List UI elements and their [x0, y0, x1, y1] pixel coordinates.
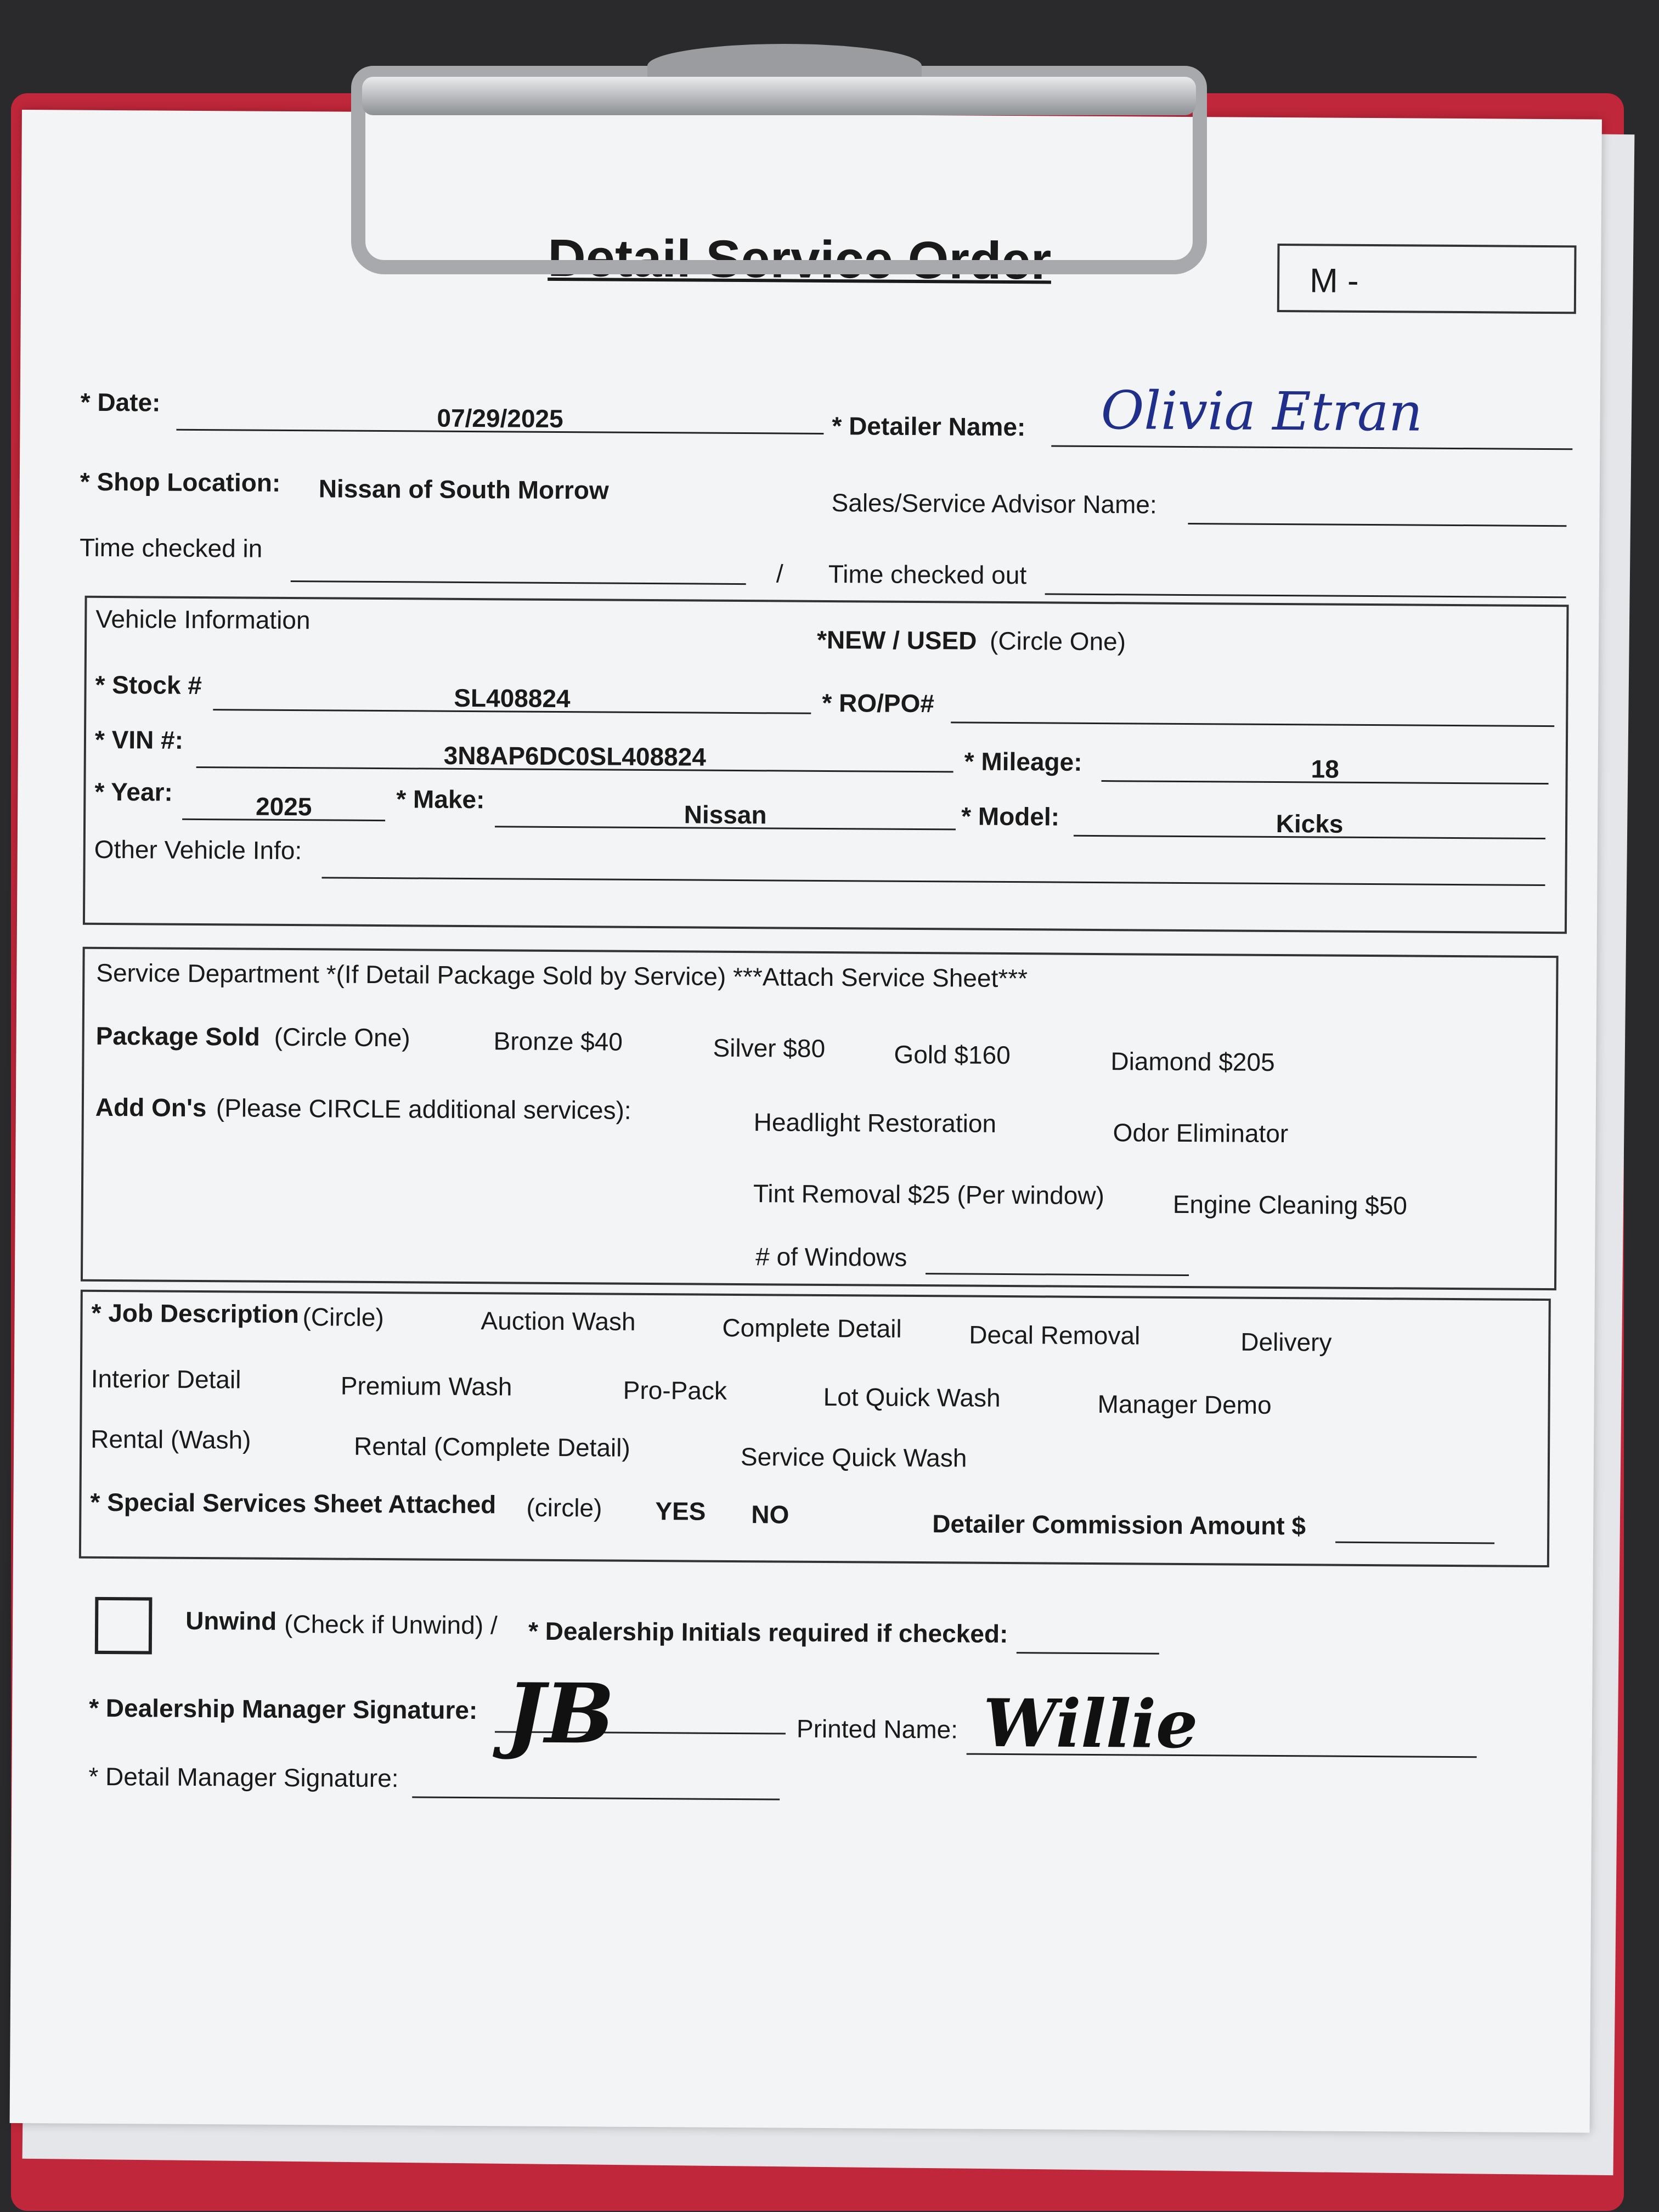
addon-engine-cleaning[interactable]: Engine Cleaning $50	[1172, 1189, 1408, 1220]
job-pro-pack[interactable]: Pro-Pack	[623, 1375, 727, 1405]
new-used-hint: (Circle One)	[989, 626, 1126, 656]
addon-tint-removal[interactable]: Tint Removal $25 (Per window)	[753, 1179, 1105, 1210]
date-field[interactable]: 07/29/2025	[437, 403, 563, 433]
addon-headlight-restoration[interactable]: Headlight Restoration	[753, 1108, 997, 1138]
job-description-hint: (Circle)	[302, 1302, 384, 1332]
shop-location-value[interactable]: Nissan of South Morrow	[318, 474, 609, 505]
other-vehicle-info-label: Other Vehicle Info:	[94, 834, 302, 865]
job-complete-detail[interactable]: Complete Detail	[722, 1313, 902, 1343]
year-label: * Year:	[94, 777, 173, 806]
add-ons-label: Add On's	[95, 1092, 207, 1122]
detailer-name-label: * Detailer Name:	[832, 411, 1026, 442]
package-sold-hint: (Circle One)	[274, 1022, 410, 1052]
model-label: * Model:	[961, 802, 1060, 831]
service-order-form	[10, 110, 1602, 2133]
dealership-initials-line[interactable]	[1017, 1652, 1159, 1655]
dealership-manager-signature[interactable]: JB	[505, 1665, 615, 1763]
new-used-label[interactable]: *NEW / USED	[816, 625, 977, 655]
job-service-quick-wash[interactable]: Service Quick Wash	[740, 1442, 967, 1472]
order-number-box[interactable]	[1277, 244, 1577, 314]
windows-count-label: # of Windows	[755, 1242, 907, 1272]
vin-field[interactable]: 3N8AP6DC0SL408824	[443, 741, 707, 771]
vin-label: * VIN #:	[94, 725, 184, 754]
dealership-initials-label: * Dealership Initials required if checked:	[528, 1616, 1008, 1649]
ropo-label: * RO/PO#	[822, 688, 935, 718]
package-sold-label: Package Sold	[95, 1021, 260, 1051]
package-gold[interactable]: Gold $160	[894, 1040, 1011, 1070]
add-ons-hint: (Please CIRCLE additional services):	[216, 1093, 631, 1125]
stock-label: * Stock #	[95, 670, 202, 700]
make-field[interactable]: Nissan	[684, 800, 767, 830]
time-separator: /	[776, 559, 783, 588]
commission-label: Detailer Commission Amount $	[932, 1509, 1306, 1541]
detailer-name-field[interactable]: Olivia Etran	[1101, 380, 1423, 443]
package-silver[interactable]: Silver $80	[713, 1033, 826, 1063]
mileage-label: * Mileage:	[964, 747, 1082, 776]
shop-location-label: * Shop Location:	[80, 467, 281, 497]
special-services-yes[interactable]: YES	[655, 1497, 706, 1526]
printed-name-field[interactable]: Willie	[983, 1684, 1198, 1764]
dealership-manager-signature-label: * Dealership Manager Signature:	[89, 1693, 478, 1725]
job-manager-demo[interactable]: Manager Demo	[1097, 1390, 1272, 1419]
job-description-label: * Job Description	[91, 1298, 300, 1329]
service-department-heading: Service Department *(If Detail Package Sold by Service) ***Attach Service Sheet***	[96, 958, 1028, 993]
vehicle-info-heading: Vehicle Information	[95, 604, 311, 635]
advisor-name-label: Sales/Service Advisor Name:	[831, 488, 1157, 519]
job-premium-wash[interactable]: Premium Wash	[340, 1371, 512, 1401]
unwind-checkbox[interactable]	[95, 1597, 153, 1655]
form-title: Detail Service Order	[548, 228, 1052, 291]
special-services-label: * Special Services Sheet Attached	[90, 1487, 496, 1519]
time-out-label: Time checked out	[828, 559, 1027, 590]
detail-manager-signature-label: * Detail Manager Signature:	[88, 1762, 399, 1793]
special-services-no[interactable]: NO	[751, 1500, 789, 1529]
model-field[interactable]: Kicks	[1276, 809, 1344, 838]
package-diamond[interactable]: Diamond $205	[1110, 1047, 1275, 1076]
printed-name-label: Printed Name:	[796, 1714, 958, 1744]
unwind-hint: (Check if Unwind) /	[284, 1609, 498, 1640]
time-out-line[interactable]	[1045, 593, 1566, 598]
job-rental-wash[interactable]: Rental (Wash)	[91, 1424, 251, 1454]
year-field[interactable]: 2025	[255, 792, 312, 821]
special-services-hint: (circle)	[526, 1493, 602, 1522]
job-interior-detail[interactable]: Interior Detail	[91, 1364, 241, 1394]
unwind-label: Unwind	[185, 1606, 277, 1635]
job-delivery[interactable]: Delivery	[1240, 1327, 1332, 1357]
date-label: * Date:	[80, 387, 161, 417]
job-lot-quick-wash[interactable]: Lot Quick Wash	[823, 1382, 1001, 1412]
job-rental-complete-detail[interactable]: Rental (Complete Detail)	[353, 1431, 630, 1462]
advisor-name-line[interactable]	[1188, 523, 1566, 527]
job-auction-wash[interactable]: Auction Wash	[481, 1306, 636, 1336]
stock-field[interactable]: SL408824	[454, 683, 571, 713]
mileage-field[interactable]: 18	[1311, 754, 1339, 783]
detail-manager-signature-line[interactable]	[412, 1796, 780, 1800]
package-bronze[interactable]: Bronze $40	[493, 1026, 623, 1056]
make-label: * Make:	[396, 785, 485, 814]
job-decal-removal[interactable]: Decal Removal	[969, 1320, 1141, 1350]
detailer-name-line	[1051, 445, 1572, 450]
addon-odor-eliminator[interactable]: Odor Eliminator	[1113, 1118, 1289, 1148]
time-in-line[interactable]	[291, 580, 746, 585]
time-in-label: Time checked in	[79, 533, 263, 563]
clipboard-clip-bar	[362, 77, 1196, 115]
order-number-prefix: M -	[1309, 262, 1359, 300]
